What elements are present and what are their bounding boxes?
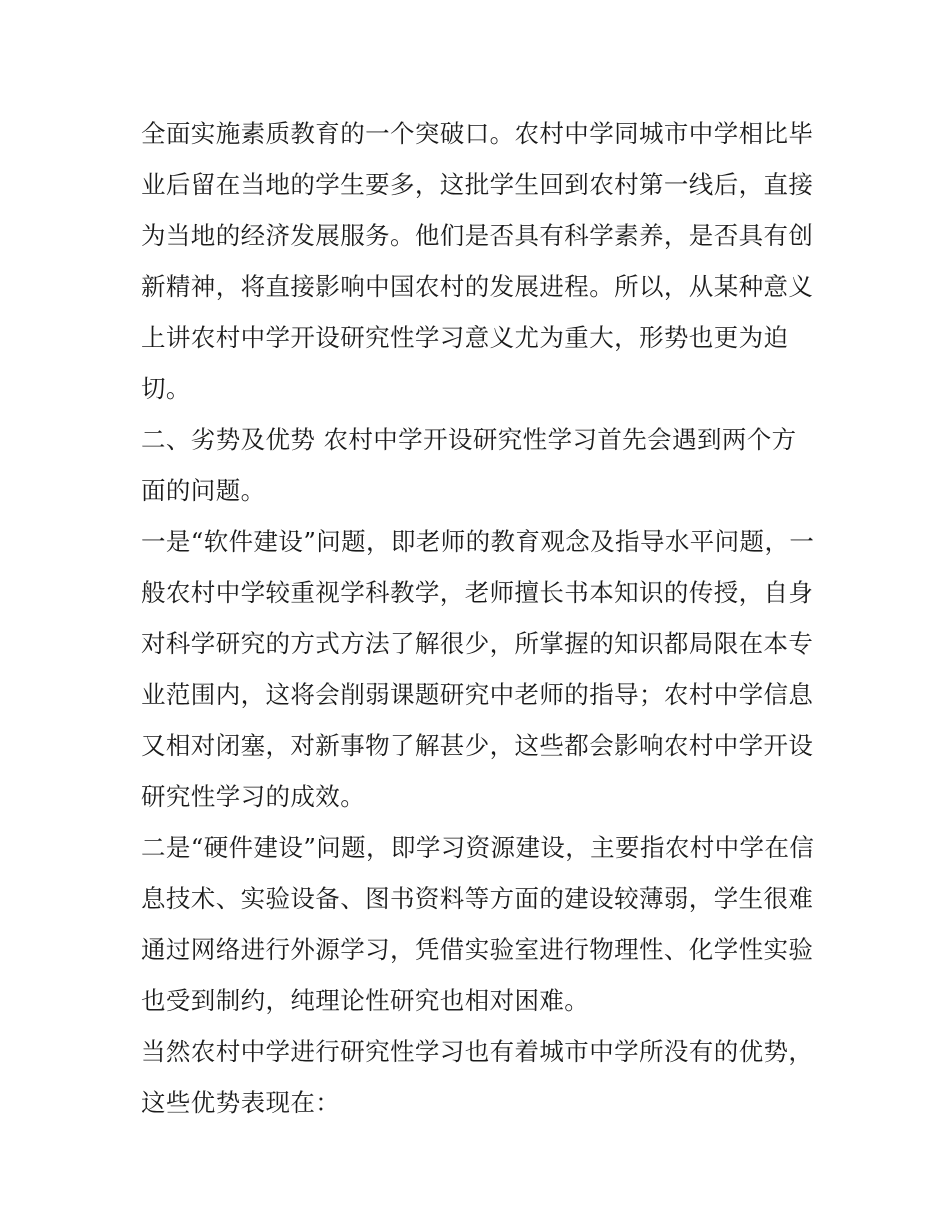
text-line: 全面实施素质教育的一个突破口。农村中学同城市中学相比毕 <box>141 119 814 148</box>
text-line: 面的问题。 <box>141 476 266 505</box>
text-line: 切。 <box>141 374 191 403</box>
text-line: 也受到制约，纯理论性研究也相对困难。 <box>141 986 590 1015</box>
text-line: 业范围内，这将会削弱课题研究中老师的指导；农村中学信息 <box>141 680 814 709</box>
text-line: 通过网络进行外源学习，凭借实验室进行物理性、化学性实验 <box>141 935 814 964</box>
text-line: 息技术、实验设备、图书资料等方面的建设较薄弱，学生很难 <box>141 884 814 913</box>
text-line: 二是“硬件建设”问题，即学习资源建设，主要指农村中学在信 <box>141 833 815 862</box>
text-line: 为当地的经济发展服务。他们是否具有科学素养，是否具有创 <box>141 221 814 250</box>
text-line: 业后留在当地的学生要多，这批学生回到农村第一线后，直接 <box>141 170 814 199</box>
text-line: 上讲农村中学开设研究性学习意义尤为重大，形势也更为迫 <box>141 323 789 352</box>
text-line: 一是“软件建设”问题，即老师的教育观念及指导水平问题，一 <box>141 527 815 556</box>
text-line: 新精神，将直接影响中国农村的发展进程。所以，从某种意义 <box>141 272 814 301</box>
text-line: 般农村中学较重视学科教学，老师擅长书本知识的传授，自身 <box>141 578 814 607</box>
text-line: 又相对闭塞，对新事物了解甚少，这些都会影响农村中学开设 <box>141 731 814 760</box>
section-heading-line: 二、劣势及优势 农村中学开设研究性学习首先会遇到两个方 <box>141 425 797 454</box>
document-body <box>141 108 816 1128</box>
text-line: 当然农村中学进行研究性学习也有着城市中学所没有的优势， <box>141 1037 814 1066</box>
text-line: 研究性学习的成效。 <box>141 782 366 811</box>
text-line: 对科学研究的方式方法了解很少，所掌握的知识都局限在本专 <box>141 629 814 658</box>
text-line: 这些优势表现在： <box>141 1088 341 1117</box>
